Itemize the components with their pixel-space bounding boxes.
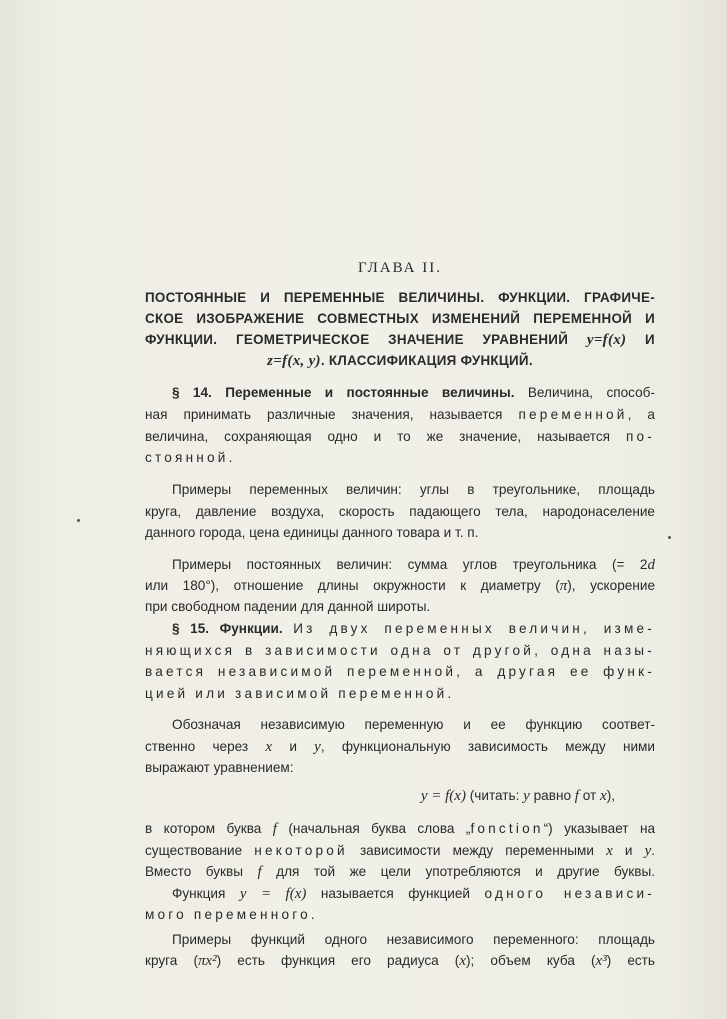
text-segment: по- [625,429,655,444]
text-segment: § 15. Функции. [172,621,283,636]
text-segment: π [559,578,568,594]
text-segment: круга, давление воздуха, скорость падающего тела, народонаселение [145,504,655,519]
text-segment: цией или зависимой переменной. [145,686,455,701]
text-segment: ), [606,788,615,803]
text-segment: Из двух переменных величин, изме- [293,621,655,636]
text-line [145,449,655,467]
text-line [145,906,655,924]
text-segment: y [644,843,652,859]
scan-speck [668,536,671,539]
text-line [145,685,655,703]
text-segment: y [523,788,530,804]
text-segment: Примеры переменных величин: углы в треугольнике, площадь [172,482,655,497]
text-segment: ная принимать различные значения, называется [145,407,519,422]
text-segment: x [265,739,273,755]
text-segment: y [314,739,321,755]
text-segment: ) есть функция его радиуса ( [216,953,460,968]
text-segment: или 180°), отношение длины окружности к диаметру ( [145,578,560,593]
text-segment: ПОСТОЯННЫЕ И ПЕРЕМЕННЫЕ ВЕЛИЧИНЫ. ФУНКЦИИ. ГРАФИЧЕ- [145,290,655,305]
text-segment: § 14. Переменные и постоянные величины. [172,385,515,400]
text-segment: πx² [198,953,217,969]
text-segment: Примеры функций одного независимого переменного: площадь [172,932,655,947]
text-segment: зависимости между переменными [347,843,607,858]
chapter-heading-line [145,352,655,370]
text-segment: при свободном падении для данной широты. [145,599,431,614]
text-segment: мого переменного [145,907,311,922]
text-line [145,406,655,424]
text-segment: fonction [470,821,544,836]
text-line [145,503,655,521]
text-segment: переменной [518,407,628,422]
text-segment: выражают уравнением: [145,760,294,775]
text-segment: существование [145,843,255,858]
text-line [145,598,655,616]
text-segment: некоторой [254,843,348,858]
chapter-heading-line [145,331,655,349]
text-segment: вается независимой переменной, а другая ее функ- [145,664,655,679]
text-segment: ФУНКЦИИ. ГЕОМЕТРИЧЕСКОЕ ЗНАЧЕНИЕ УРАВНЕНИЙ [145,332,587,347]
text-segment: СКОЕ ИЗОБРАЖЕНИЕ СОВМЕСТНЫХ ИЗМЕНЕНИЙ ПЕРЕМЕННОЙ И [145,311,655,326]
text-segment: , функциональную зависимость между ними [320,739,655,754]
text-line [145,952,655,970]
text-segment: x³ [595,953,607,969]
text-segment: в котором буква [145,821,273,836]
text-segment: ГЛАВА II. [358,260,442,276]
text-segment: . [228,450,233,465]
text-line [145,759,655,777]
text-segment: величина, сохраняющая одно и то же значение, называется [145,429,626,444]
text-segment: стоянной [145,450,229,465]
chapter-heading-line [145,310,655,328]
text-line [145,738,655,756]
text-line [172,556,655,574]
text-segment: Обозначая независимую переменную и ее функцию соответ- [172,717,655,732]
text-line [145,524,655,542]
text-line [145,863,655,881]
text-segment: для той же цели употребляются и другие буквы. [261,864,656,879]
text-line [172,481,655,499]
text-segment: ственно через [145,739,266,754]
text-segment: ), ускорение [567,578,655,593]
text-segment: круга ( [145,953,198,968]
chapter-title [145,259,655,277]
text-line [172,620,655,638]
text-segment: . КЛАССИФИКАЦИЯ ФУНКЦИЙ. [320,353,533,368]
text-segment: равно [529,788,575,803]
text-segment: d [647,557,655,573]
text-segment: “) указывает на [543,821,656,836]
text-segment: , а [627,407,655,422]
text-segment: няющихся в зависимости одна от другой, одна назы- [145,643,655,658]
text-segment: ) есть [606,953,655,968]
text-segment: Примеры постоянных величин: сумма углов треугольника (= 2 [172,557,648,572]
text-line [172,716,655,734]
text-segment: и [272,739,315,754]
text-line [172,384,655,402]
chapter-heading-line [145,289,655,307]
text-line [145,820,655,838]
text-segment: называется функцией [306,886,485,901]
text-line [145,577,655,595]
text-line [145,642,655,660]
formula-line [145,787,615,805]
text-segment: Функция [172,886,240,901]
text-segment [283,621,294,636]
text-segment: Величина, способ- [514,385,655,400]
text-segment: y=f(x) [586,332,627,348]
text-line [172,931,655,949]
text-segment: ); объем куба ( [466,953,596,968]
text-segment: x [600,788,607,804]
text-segment: x [606,843,613,859]
text-segment: одного независи- [484,886,655,901]
text-segment: f [272,821,277,837]
text-segment: . [310,907,315,922]
text-segment: И [626,332,655,347]
text-segment: f [574,788,579,804]
text-segment: y = f(x) [420,788,466,804]
text-line [145,428,655,446]
text-segment: данного города, цена единицы данного товара и т. п. [145,525,479,540]
text-segment: x [459,953,467,969]
text-line [145,663,655,681]
text-segment: от [578,788,601,803]
text-segment: (читать: [465,788,524,803]
text-line [172,885,655,903]
text-segment: (начальная буква слова „ [276,821,471,836]
text-segment: z=f(x, y) [267,353,321,369]
text-segment: и [612,843,645,858]
text-segment: f [257,864,262,880]
text-segment: Вместо буквы [145,864,258,879]
scan-speck [77,519,80,522]
text-line [145,842,655,860]
text-segment: . [651,843,656,858]
text-segment: y = f(x) [239,886,307,902]
